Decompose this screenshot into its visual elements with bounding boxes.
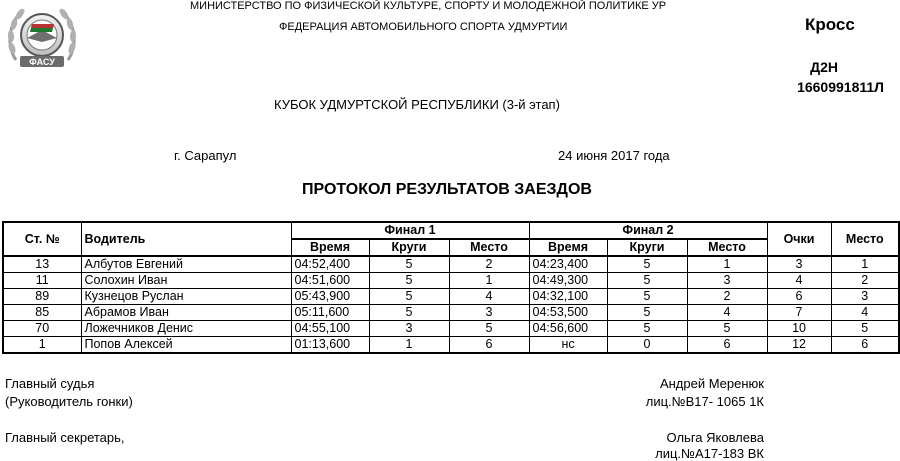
judge-license: лиц.№В17- 1065 1К (645, 394, 764, 409)
cell-start-no: 11 (3, 273, 81, 289)
event-date: 24 июня 2017 года (558, 148, 670, 163)
cell-f1-laps: 5 (369, 289, 449, 305)
cell-final-place: 2 (831, 273, 899, 289)
col-f1-laps: Круги (369, 239, 449, 256)
cell-f1-time: 04:51,600 (291, 273, 369, 289)
cell-f2-place: 6 (687, 337, 767, 354)
cell-start-no: 70 (3, 321, 81, 337)
cell-f1-place: 2 (449, 256, 529, 273)
event-code: 1660991811Л (797, 79, 884, 95)
cell-points: 7 (767, 305, 831, 321)
table-row (3, 289, 899, 305)
cell-f2-place: 2 (687, 289, 767, 305)
cell-f1-laps: 5 (369, 273, 449, 289)
cell-final-place: 3 (831, 289, 899, 305)
cell-driver: Ложечников Денис (81, 321, 291, 337)
secretary-name: Ольга Яковлева (666, 430, 764, 445)
cell-f2-laps: 5 (607, 321, 687, 337)
cell-driver: Кузнецов Руслан (81, 289, 291, 305)
cell-final-place: 6 (831, 337, 899, 354)
cell-f1-place: 1 (449, 273, 529, 289)
cell-driver: Солохин Иван (81, 273, 291, 289)
cell-f2-time: 04:56,600 (529, 321, 607, 337)
cell-f1-laps: 5 (369, 305, 449, 321)
secretary-title: Главный секретарь, (5, 430, 125, 445)
judge-name: Андрей Меренюк (659, 376, 764, 391)
cell-f2-place: 5 (687, 321, 767, 337)
cell-f2-laps: 0 (607, 337, 687, 354)
cell-f1-laps: 1 (369, 337, 449, 354)
cell-f2-place: 3 (687, 273, 767, 289)
col-final2: Финал 2 (529, 222, 767, 239)
cell-f1-time: 05:11,600 (291, 305, 369, 321)
cell-f2-place: 4 (687, 305, 767, 321)
cell-points: 6 (767, 289, 831, 305)
cell-final-place: 1 (831, 256, 899, 273)
cell-f1-place: 5 (449, 321, 529, 337)
cell-f1-place: 4 (449, 289, 529, 305)
cell-f2-place: 1 (687, 256, 767, 273)
col-start-no: Ст. № (3, 222, 81, 256)
cell-f2-time: 04:49,300 (529, 273, 607, 289)
cell-f2-time: 04:53,500 (529, 305, 607, 321)
event-city: г. Сарапул (174, 148, 237, 163)
protocol-title: ПРОТОКОЛ РЕЗУЛЬТАТОВ ЗАЕЗДОВ (302, 181, 592, 198)
col-f2-laps: Круги (607, 239, 687, 256)
col-f1-place: Место (449, 239, 529, 256)
judge-title: Главный судья (5, 376, 95, 391)
cell-f1-time: 04:52,400 (291, 256, 369, 273)
cell-driver: Попов Алексей (81, 337, 291, 354)
cell-f1-time: 05:43,900 (291, 289, 369, 305)
table-row (3, 256, 899, 273)
cell-f2-laps: 5 (607, 305, 687, 321)
secretary-license: лиц.№А17-183 ВК (655, 446, 764, 461)
cell-f1-time: 04:55,100 (291, 321, 369, 337)
cell-start-no: 13 (3, 256, 81, 273)
col-points: Очки (767, 222, 831, 256)
cell-points: 3 (767, 256, 831, 273)
ministry-title: МИНИСТЕРСТВО ПО ФИЗИЧЕСКОЙ КУЛЬТУРЕ, СПОРТУ И МОЛОДЕЖНОЙ ПОЛИТИКЕ УР (190, 0, 667, 12)
cell-f1-place: 3 (449, 305, 529, 321)
results-table (2, 221, 900, 354)
cell-points: 10 (767, 321, 831, 337)
federation-title: ФЕДЕРАЦИЯ АВТОМОБИЛЬНОГО СПОРТА УДМУРТИИ (279, 21, 568, 33)
cell-f2-laps: 5 (607, 273, 687, 289)
cell-points: 4 (767, 273, 831, 289)
cell-f2-time: нс (529, 337, 607, 354)
cell-final-place: 5 (831, 321, 899, 337)
col-f2-place: Место (687, 239, 767, 256)
col-final1: Финал 1 (291, 222, 529, 239)
cup-title: КУБОК УДМУРТСКОЙ РЕСПУБЛИКИ (3-й этап) (274, 97, 560, 112)
col-driver: Водитель (81, 222, 291, 256)
cell-f2-time: 04:23,400 (529, 256, 607, 273)
cell-points: 12 (767, 337, 831, 354)
table-row (3, 305, 899, 321)
cell-f1-laps: 5 (369, 256, 449, 273)
cell-start-no: 1 (3, 337, 81, 354)
logo-text: ФАСУ (29, 57, 55, 67)
cell-start-no: 85 (3, 305, 81, 321)
fasu-logo (2, 2, 82, 76)
discipline-label: Кросс (805, 15, 855, 34)
col-final-place: Место (831, 222, 899, 256)
table-row (3, 337, 899, 354)
cell-f2-time: 04:32,100 (529, 289, 607, 305)
cell-f2-laps: 5 (607, 289, 687, 305)
cell-f1-laps: 3 (369, 321, 449, 337)
cell-f1-time: 01:13,600 (291, 337, 369, 354)
class-code: Д2Н (810, 59, 838, 75)
table-row (3, 321, 899, 337)
cell-driver: Абрамов Иван (81, 305, 291, 321)
cell-f2-laps: 5 (607, 256, 687, 273)
table-row (3, 273, 899, 289)
cell-start-no: 89 (3, 289, 81, 305)
col-f2-time: Время (529, 239, 607, 256)
cell-f1-place: 6 (449, 337, 529, 354)
judge-subtitle: (Руководитель гонки) (5, 394, 133, 409)
cell-final-place: 4 (831, 305, 899, 321)
cell-driver: Албутов Евгений (81, 256, 291, 273)
col-f1-time: Время (291, 239, 369, 256)
